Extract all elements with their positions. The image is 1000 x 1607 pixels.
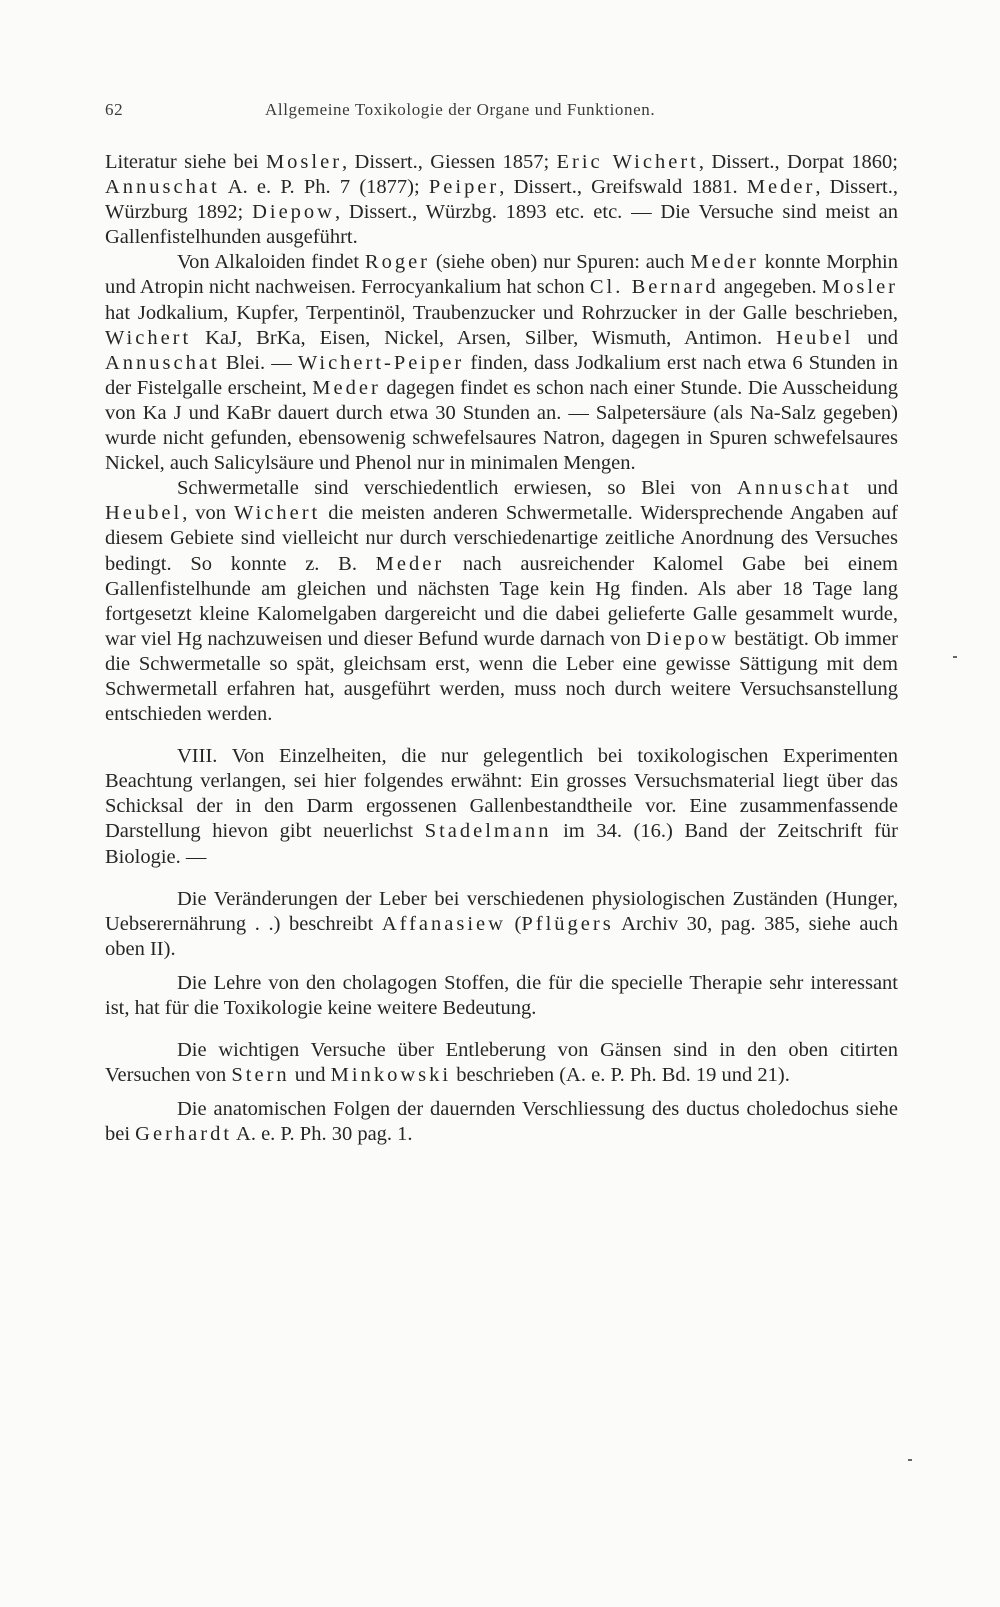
text-run: und <box>289 1064 331 1087</box>
page-number: 62 <box>105 100 124 119</box>
author-name: Annuschat <box>105 176 220 199</box>
text-run: A. e. P. Ph. 7 (1877); <box>219 176 429 199</box>
author-name: Meder <box>746 176 816 199</box>
text-run: im 34. (16.) Band der Zeitschrift für Biologie. — <box>105 820 898 868</box>
paragraph-cholagogues <box>105 971 898 1021</box>
text-run: Die Lehre von den cholagogen Stoffen, die für die specielle Therapie sehr interessant ist, hat für die Toxikologie keine weitere Bedeutung. <box>105 971 898 1019</box>
author-name: Annuschat <box>737 477 852 500</box>
print-speck <box>908 1459 912 1461</box>
author-name: Diepow <box>252 201 335 224</box>
text-run: ( <box>505 912 522 935</box>
text-run: KaJ, BrKa, Eisen, Nickel, Arsen, Silber, Wismuth, Antimon. <box>191 326 777 349</box>
author-name: Peiper <box>428 176 500 199</box>
author-name: Wichert-Peiper <box>297 351 465 374</box>
author-name: Meder <box>690 251 759 274</box>
text-run: und <box>853 326 898 349</box>
author-name: Annuschat <box>105 351 220 374</box>
author-name: Minkowski <box>330 1064 452 1087</box>
paragraph-liver-changes <box>105 887 898 962</box>
author-name: Meder <box>375 552 445 575</box>
author-name: Wichert <box>105 326 192 349</box>
text-run: , Dissert., Dorpat 1860; <box>698 151 898 173</box>
body-text <box>105 150 898 1147</box>
author-name: Stadelmann <box>424 820 552 843</box>
paragraph-heavy-metals <box>105 476 898 727</box>
text-run: bestätigt. Ob immer die Schwermetalle so spät, gleichsam erst, wenn die Leber eine gewisse Sättigung mit dem Schwermetall erfahren hat, ausgeführt werden, muss noch durch weitere Versuchsanstellung entschieden werden. <box>105 627 898 726</box>
text-run: , Dissert., Greifswald 1881. <box>499 176 747 199</box>
text-run: , Dissert., Giessen 1857; <box>342 151 557 173</box>
author-name: Mosler <box>265 151 343 173</box>
text-run: nach ausreichender Kalomel Gabe bei einem Gallenfistelhunde am gleichen und nächsten Tage kein Hg finden. Als aber 18 Tage lang fortgesetzt kleine Kalomelgaben dargereicht und die dabei gelieferte Galle gesammelt wurde, war viel Hg nachzuweisen und dieser Befund wurde darnach von <box>105 552 898 650</box>
paragraph-ductus <box>105 1097 898 1147</box>
paragraph-liver-removal <box>105 1038 898 1088</box>
paragraph-section-viii <box>105 744 898 869</box>
print-speck <box>953 656 957 658</box>
author-name: Eric Wichert <box>556 151 699 173</box>
text-run: Literatur siehe bei <box>105 151 266 173</box>
text-run: beschrieben (A. e. P. Ph. Bd. 19 und 21). <box>451 1064 790 1087</box>
text-run: Die wichtigen Versuche über Entleberung von Gänsen sind in den oben citirten Versuchen von <box>105 1039 898 1087</box>
text-run: , Dissert., Würzburg 1892; <box>105 176 899 224</box>
page-header <box>105 100 900 130</box>
text-run: finden, dass Jodkalium erst nach etwa 6 Stunden in der Fistelgalle erscheint, <box>105 351 898 399</box>
text-run: Von Alkaloiden findet <box>177 251 365 274</box>
author-name: Affanasiew <box>381 912 506 935</box>
paragraph-literature <box>105 150 898 250</box>
text-run: angegeben. <box>718 276 822 299</box>
author-name: Mosler <box>821 276 898 299</box>
author-name: Wichert <box>234 502 321 525</box>
text-run: Die Veränderungen der Leber bei verschiedenen physiologischen Zuständen (Hunger, Uebserernährung . .) beschreibt <box>105 887 898 935</box>
text-run: dagegen findet es schon nach einer Stunde. Die Ausscheidung von Ka J und KaBr dauert durch etwa 30 Stunden an. — Salpetersäure (als Na-Salz gegeben) wurde nicht gefunden, ebensowenig schwefelsaures Natron, dagegen in Spuren schwefelsaures Nickel, auch Salicylsäure und Phenol nur in minimalen Mengen. <box>105 376 898 475</box>
text-run: Schwermetalle sind verschiedentlich erwiesen, so Blei von <box>177 477 738 500</box>
text-run: (siehe oben) nur Spuren: auch <box>430 251 691 274</box>
text-run: Archiv 30, pag. 385, siehe auch oben II). <box>105 912 899 960</box>
author-name: Roger <box>364 251 430 274</box>
author-name: Stern <box>231 1064 290 1087</box>
author-name: Heubel <box>105 502 183 525</box>
text-run: , Dissert., Würzbg. 1893 etc. etc. — Die Versuche sind meist an Gallenfistelhunden ausgeführt. <box>105 201 898 249</box>
paragraph-alkaloids <box>105 250 898 476</box>
author-name: Gerhardt <box>135 1123 233 1146</box>
author-name: Cl. Bernard <box>589 276 719 299</box>
text-run: VIII. Von Einzelheiten, die nur gelegentlich bei toxikologischen Experimenten Beachtung verlangen, sei hier folgendes erwähnt: Ein grosses Versuchsmaterial liegt über das Schicksal der in den Darm ergossenen Gallenbestandtheile vor. Eine zusammenfassende Darstellung hievon gibt neuerlichst <box>105 745 898 843</box>
author-name: Heubel <box>776 326 854 349</box>
text-run: Die anatomischen Folgen der dauernden Verschliessung des ductus choledochus siehe bei <box>105 1098 898 1146</box>
text-run: und <box>851 477 898 500</box>
author-name: Pflügers <box>521 912 614 935</box>
text-run: A. e. P. Ph. 30 pag. 1. <box>232 1123 413 1146</box>
text-run: Blei. — <box>219 351 298 374</box>
author-name: Diepow <box>646 627 730 650</box>
running-title: Allgemeine Toxikologie der Organe und Funktionen. <box>265 100 656 119</box>
author-name: Meder <box>312 376 381 399</box>
text-run: konnte Morphin und Atropin nicht nachweisen. Ferrocyankalium hat schon <box>105 251 899 299</box>
text-run: die meisten anderen Schwermetalle. Widersprechende Angaben auf diesem Gebiete sind vielleicht nur durch verschiedenartige zeitliche Anordnung des Versuches bedingt. So konnte z. B. <box>105 502 899 575</box>
text-run: hat Jodkalium, Kupfer, Terpentinöl, Traubenzucker und Rohrzucker in der Galle beschrieben, <box>105 301 898 324</box>
text-run: , von <box>182 502 235 525</box>
